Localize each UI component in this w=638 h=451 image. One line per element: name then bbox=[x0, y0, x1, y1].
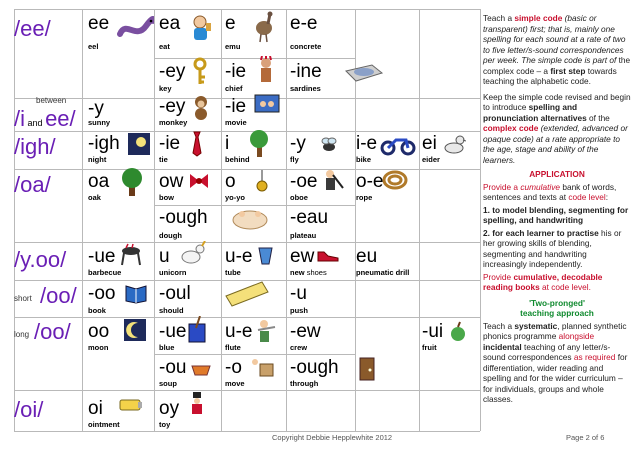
keyword: through bbox=[290, 379, 319, 388]
dough-picture bbox=[230, 206, 270, 232]
keyword: bike bbox=[356, 155, 372, 164]
sound-oi: /oi/ bbox=[14, 397, 44, 422]
grapheme: e-e bbox=[290, 13, 318, 34]
keyword: tube bbox=[225, 268, 241, 277]
keyword: emu bbox=[225, 42, 241, 51]
eider-duck-picture bbox=[442, 132, 466, 156]
keyword: move bbox=[225, 379, 245, 388]
keyword: oboe bbox=[290, 193, 308, 202]
grapheme: -y bbox=[290, 133, 306, 154]
grapheme: -ie bbox=[225, 61, 247, 82]
grid-line bbox=[480, 9, 481, 431]
keyword: moon bbox=[88, 343, 109, 352]
keyword: eat bbox=[159, 42, 170, 51]
grapheme: -ew bbox=[290, 321, 321, 342]
grapheme: o-e bbox=[356, 171, 384, 192]
keyword: unicorn bbox=[159, 268, 187, 277]
keyword: should bbox=[159, 306, 184, 315]
keyword: yo-yo bbox=[225, 193, 246, 202]
yo-yo-picture bbox=[254, 170, 270, 194]
grapheme: eu bbox=[356, 246, 378, 267]
grapheme: -ough bbox=[159, 207, 208, 228]
unicorn-picture bbox=[180, 241, 206, 267]
eating-child-picture bbox=[186, 13, 216, 43]
keyword: key bbox=[159, 84, 172, 93]
grapheme: ea bbox=[159, 13, 181, 34]
keyword: dough bbox=[159, 231, 182, 240]
grid-line bbox=[154, 58, 355, 59]
note-simple-code: Teach a simple code (basic or transparent) first; that is, mainly one spelling for each sound at a rate of two to five letter/s-sound correspondences per week. The simple code is part of the complex code – a first step towards teaching the alphabetic code. bbox=[483, 13, 631, 86]
keyword: tie bbox=[159, 155, 168, 164]
grapheme: ei bbox=[422, 133, 437, 154]
grid-line bbox=[14, 169, 480, 170]
note-complex-code: Keep the simple code revised and begin to introduce spelling and pronunciation alternatives of the complex code (extended, advanced or opaque code) at a rate appropriate to the age, stage and ability of the learners. bbox=[483, 91, 631, 165]
oboe-player-picture bbox=[320, 168, 344, 194]
movie-picture bbox=[254, 93, 280, 115]
keyword: sunny bbox=[88, 118, 111, 127]
keyword: bow bbox=[159, 193, 174, 202]
eel-picture bbox=[116, 14, 154, 42]
keyword: behind bbox=[225, 155, 250, 164]
fruit-picture bbox=[448, 320, 468, 344]
grapheme: -ie bbox=[159, 133, 181, 154]
new-shoes-picture bbox=[316, 246, 340, 264]
moon-picture bbox=[124, 319, 146, 341]
sound-short-oo: /oo/ bbox=[40, 283, 77, 308]
keyword: oak bbox=[88, 193, 101, 202]
book-picture bbox=[124, 282, 148, 304]
grid-line bbox=[14, 242, 480, 243]
note-practise: 2. for each learner to practise his or her growing skills of blending, segmenting and handwriting increasingly independently. bbox=[483, 227, 622, 269]
grapheme: -ey bbox=[159, 96, 186, 117]
keyword: chief bbox=[225, 84, 243, 93]
keyword: book bbox=[88, 306, 106, 315]
application-heading: APPLICATION bbox=[529, 169, 585, 179]
keyword: rope bbox=[356, 193, 373, 202]
keyword: blue bbox=[159, 343, 175, 352]
label-between: between bbox=[36, 96, 67, 105]
teaching-approach-heading: teaching approach bbox=[520, 308, 594, 318]
grid-line bbox=[14, 98, 480, 99]
grapheme: u-e bbox=[225, 246, 253, 267]
grid-line bbox=[286, 9, 287, 431]
move-box-picture bbox=[250, 356, 274, 378]
keyword: crew bbox=[290, 343, 308, 352]
grapheme: -o bbox=[225, 357, 242, 378]
grapheme: e bbox=[225, 13, 236, 34]
two-pronged-heading: 'Two-pronged' bbox=[529, 297, 585, 308]
through-doorway-picture bbox=[356, 354, 380, 382]
barbecue-picture bbox=[120, 243, 142, 267]
night-moon-picture bbox=[128, 133, 150, 155]
grapheme: -ue bbox=[159, 321, 187, 342]
teaching-notes-panel bbox=[483, 13, 631, 407]
note-systematic: Teach a systematic, planned synthetic phonics programme alongside incidental teaching of any letter/s-sound correspondences as required for differentiation, wider reading and spelling and for the wider curriculum – for individuals, groups and whole classes. bbox=[483, 320, 628, 404]
label-short: short bbox=[14, 294, 32, 303]
sound-i-and-ee: /i and ee/ bbox=[14, 106, 76, 131]
grapheme: -ou bbox=[159, 357, 187, 378]
sound-igh: /igh/ bbox=[14, 134, 56, 159]
keyword: pneumatic drill bbox=[356, 268, 410, 277]
keyword: soup bbox=[159, 379, 177, 388]
should-sign-picture bbox=[222, 278, 272, 308]
keyword: plateau bbox=[290, 231, 317, 240]
sardines-tin-picture bbox=[342, 55, 386, 85]
grapheme: u bbox=[159, 246, 170, 267]
grid-line bbox=[14, 9, 15, 431]
sound-long-oo: /oo/ bbox=[34, 319, 71, 344]
copyright: Copyright Debbie Hepplewhite 2012 bbox=[272, 433, 393, 442]
flute-picture bbox=[256, 318, 276, 344]
grapheme: -oe bbox=[290, 171, 318, 192]
keyword: barbecue bbox=[88, 268, 122, 277]
keyword: fruit bbox=[422, 343, 437, 352]
grapheme: ow bbox=[159, 171, 184, 192]
key-picture bbox=[190, 57, 210, 87]
grapheme: oi bbox=[88, 398, 103, 419]
grapheme: -oul bbox=[159, 283, 191, 304]
blue-paint-picture bbox=[186, 316, 208, 344]
grid-line bbox=[14, 390, 480, 391]
bow-picture bbox=[188, 170, 210, 192]
grid-line bbox=[14, 317, 480, 318]
grapheme: -ie bbox=[225, 96, 247, 117]
grapheme: -ine bbox=[290, 61, 322, 82]
grid-line bbox=[154, 9, 155, 431]
keyword: flute bbox=[225, 343, 241, 352]
keyword: toy bbox=[159, 420, 171, 429]
keyword: push bbox=[290, 306, 308, 315]
grapheme: oa bbox=[88, 171, 110, 192]
oak-tree-picture bbox=[118, 167, 146, 197]
tube-picture bbox=[256, 245, 276, 267]
grapheme: i bbox=[225, 133, 230, 154]
grapheme: -eau bbox=[290, 207, 329, 228]
sound-ee: /ee/ bbox=[14, 16, 51, 41]
page-number: Page 2 of 6 bbox=[566, 433, 605, 442]
grapheme: i-e bbox=[356, 133, 378, 154]
grapheme: -igh bbox=[88, 133, 120, 154]
rope-picture bbox=[382, 168, 408, 192]
grapheme: ew bbox=[290, 246, 315, 267]
keyword: new shoes bbox=[290, 268, 327, 277]
bike-picture bbox=[380, 134, 416, 156]
grapheme: -u bbox=[290, 283, 307, 304]
tie-picture bbox=[190, 131, 204, 157]
behind-tree-picture bbox=[245, 130, 275, 158]
grapheme: -ue bbox=[88, 246, 116, 267]
keyword: eider bbox=[422, 155, 440, 164]
keyword: movie bbox=[225, 118, 247, 127]
grid-line bbox=[419, 9, 420, 431]
grid-line bbox=[14, 9, 480, 10]
keyword: sardines bbox=[290, 84, 321, 93]
chief-picture bbox=[256, 56, 276, 86]
grid-line bbox=[82, 9, 83, 431]
ointment-tube-picture bbox=[118, 394, 144, 416]
grapheme: o bbox=[225, 171, 236, 192]
grid-line bbox=[154, 354, 355, 355]
grapheme: -ough bbox=[290, 357, 339, 378]
keyword: night bbox=[88, 155, 107, 164]
note-decodable-books: Provide cumulative, decodable reading books at code level. bbox=[483, 271, 603, 292]
grid-line bbox=[14, 431, 480, 432]
grapheme: oy bbox=[159, 398, 180, 419]
soup-picture bbox=[190, 356, 212, 378]
grapheme: -y bbox=[88, 98, 104, 119]
emu-picture bbox=[253, 11, 275, 43]
note-model: 1. to model blending, segmenting for spelling, and handwriting bbox=[483, 204, 629, 225]
fly-picture bbox=[318, 137, 340, 153]
monkey-picture bbox=[190, 94, 212, 122]
toy-soldier-picture bbox=[186, 392, 208, 420]
grapheme: -ui bbox=[422, 321, 444, 342]
keyword: eel bbox=[88, 42, 99, 51]
grapheme: ee bbox=[88, 13, 110, 34]
keyword: concrete bbox=[290, 42, 322, 51]
sound-oa: /oa/ bbox=[14, 172, 51, 197]
grid-line bbox=[221, 9, 222, 431]
note-cumulative-bank: Provide a cumulative bank of words, sentences and texts at code level: bbox=[483, 181, 617, 202]
grapheme: oo bbox=[88, 321, 110, 342]
keyword: ointment bbox=[88, 420, 120, 429]
grapheme: -ey bbox=[159, 61, 186, 82]
grapheme: -oo bbox=[88, 283, 116, 304]
keyword: fly bbox=[290, 155, 299, 164]
sound-y-oo: /y.oo/ bbox=[14, 247, 67, 272]
label-long: long bbox=[14, 330, 30, 339]
grapheme: u-e bbox=[225, 321, 253, 342]
keyword: monkey bbox=[159, 118, 188, 127]
